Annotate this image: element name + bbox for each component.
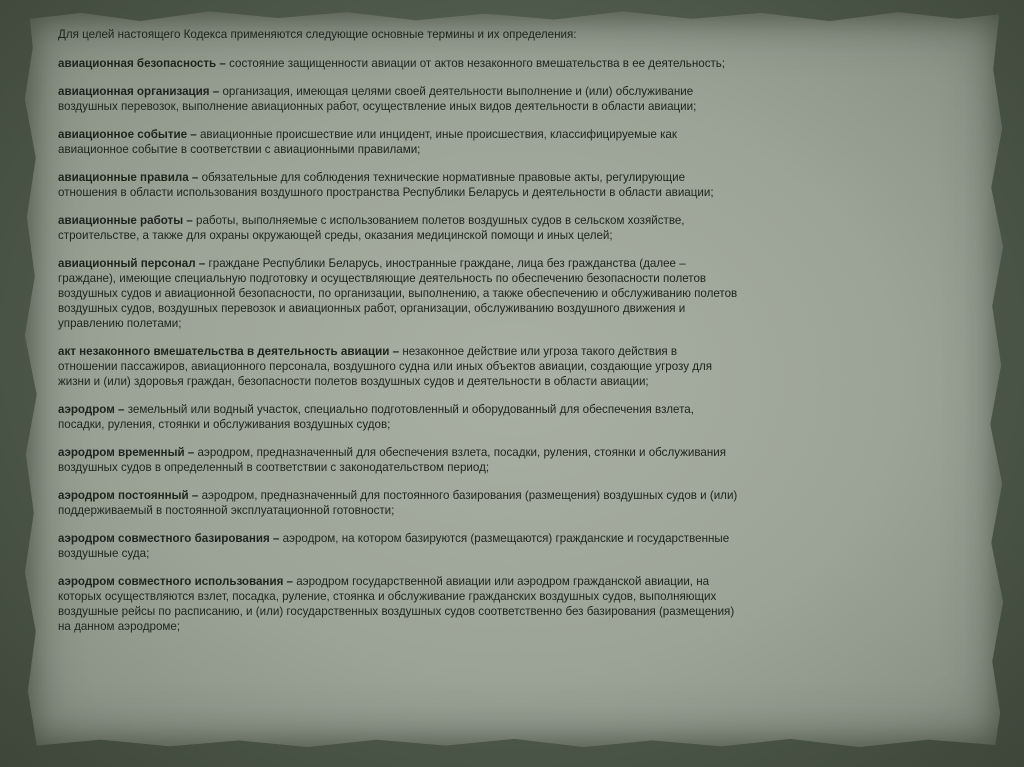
- definition-entry: [58, 445, 738, 475]
- definition-entry: [58, 256, 738, 331]
- definition-entry: [58, 56, 738, 71]
- definition-entry: [58, 84, 738, 114]
- definition-entry: [58, 344, 738, 389]
- definition-term: авиационное событие –: [58, 128, 197, 141]
- definition-entry: [58, 402, 738, 432]
- definition-entry: [58, 213, 738, 243]
- definition-text: обязательные для соблюдения технические нормативные правовые акты, регулирующие отношения в области использования воздушного пространства Республики Беларусь и деятельности в области авиации;: [58, 171, 714, 199]
- definition-text: граждане Республики Беларусь, иностранные граждане, лица без гражданства (далее – граждане), имеющие специальную подготовку и осуществляющие деятельность по обеспечению безопасности полетов воздушных судов и авиационной безопасности, по организации, выполнению, а также обеспечению и обслуживанию полетов воздушных судов, воздушных перевозок и авиационных работ, организации, обслуживанию воздушного движения и управлению полетами;: [58, 257, 738, 330]
- definition-term: аэродром совместного использования –: [58, 575, 293, 588]
- definition-text: земельный или водный участок, специально подготовленный и оборудованный для обеспечения взлета, посадки, руления, стоянки и обслуживания воздушных судов;: [58, 403, 694, 431]
- definition-text: аэродром государственной авиации или аэродром гражданской авиации, на которых осуществляются взлет, посадка, руление, стоянка и обслуживание гражданских воздушных судов, выполняющих воздушные рейсы по расписанию, и (или) государственных воздушных судов соответственно без базирования (размещения) на данном аэродроме;: [58, 575, 735, 633]
- definition-entry: [58, 531, 738, 561]
- definition-entry: [58, 488, 738, 518]
- definition-text: аэродром, предназначенный для постоянного базирования (размещения) воздушных судов и (или) поддерживаемый в постоянной эксплуатационной готовности;: [58, 489, 738, 517]
- definition-term: авиационные работы –: [58, 214, 193, 227]
- definition-term: авиационный персонал –: [58, 257, 206, 270]
- definition-term: авиационная организация –: [58, 85, 220, 98]
- document-intro: Для целей настоящего Кодекса применяются следующие основные термины и их определения:: [58, 28, 577, 41]
- definition-term: аэродром совместного базирования –: [58, 532, 280, 545]
- definition-text: работы, выполняемые с использованием полетов воздушных судов в сельском хозяйстве, строительстве, а также для охраны окружающей среды, оказания медицинской помощи и иных целей;: [58, 214, 685, 242]
- definition-text: аэродром, на котором базируются (размещаются) гражданские и государственные воздушные суда;: [58, 532, 730, 560]
- definition-term: аэродром временный –: [58, 446, 195, 459]
- definition-term: аэродром –: [58, 403, 125, 416]
- definition-term: акт незаконного вмешательства в деятельность авиации –: [58, 345, 400, 358]
- definition-text: состояние защищенности авиации от актов незаконного вмешательства в ее деятельность;: [225, 57, 726, 70]
- definition-term: аэродром постоянный –: [58, 489, 199, 502]
- definition-term: авиационные правила –: [58, 171, 199, 184]
- definition-term: авиационная безопасность –: [58, 57, 226, 70]
- definition-text: авиационные происшествие или инцидент, иные происшествия, классифицируемые как авиационное событие в соответствии с авиационными правилами;: [58, 128, 677, 156]
- definition-entry: [58, 574, 738, 634]
- document-text: [58, 27, 738, 647]
- definition-text: аэродром, предназначенный для обеспечения взлета, посадки, руления, стоянки и обслуживания воздушных судов в определенный в соответствии с законодательством период;: [58, 446, 727, 474]
- definition-entry: [58, 127, 738, 157]
- definition-text: организация, имеющая целями своей деятельности выполнение и (или) обслуживание воздушных перевозок, выполнение авиационных работ, осуществление иных видов деятельности в области авиации;: [58, 85, 697, 113]
- definition-text: незаконное действие или угроза такого действия в отношении пассажиров, авиационного персонала, воздушного судна или иных объектов авиации, создающие угрозу для жизни и (или) здоровья граждан, безопасности полетов воздушных судов и деятельности в области авиации;: [58, 345, 713, 388]
- definition-entry: [58, 170, 738, 200]
